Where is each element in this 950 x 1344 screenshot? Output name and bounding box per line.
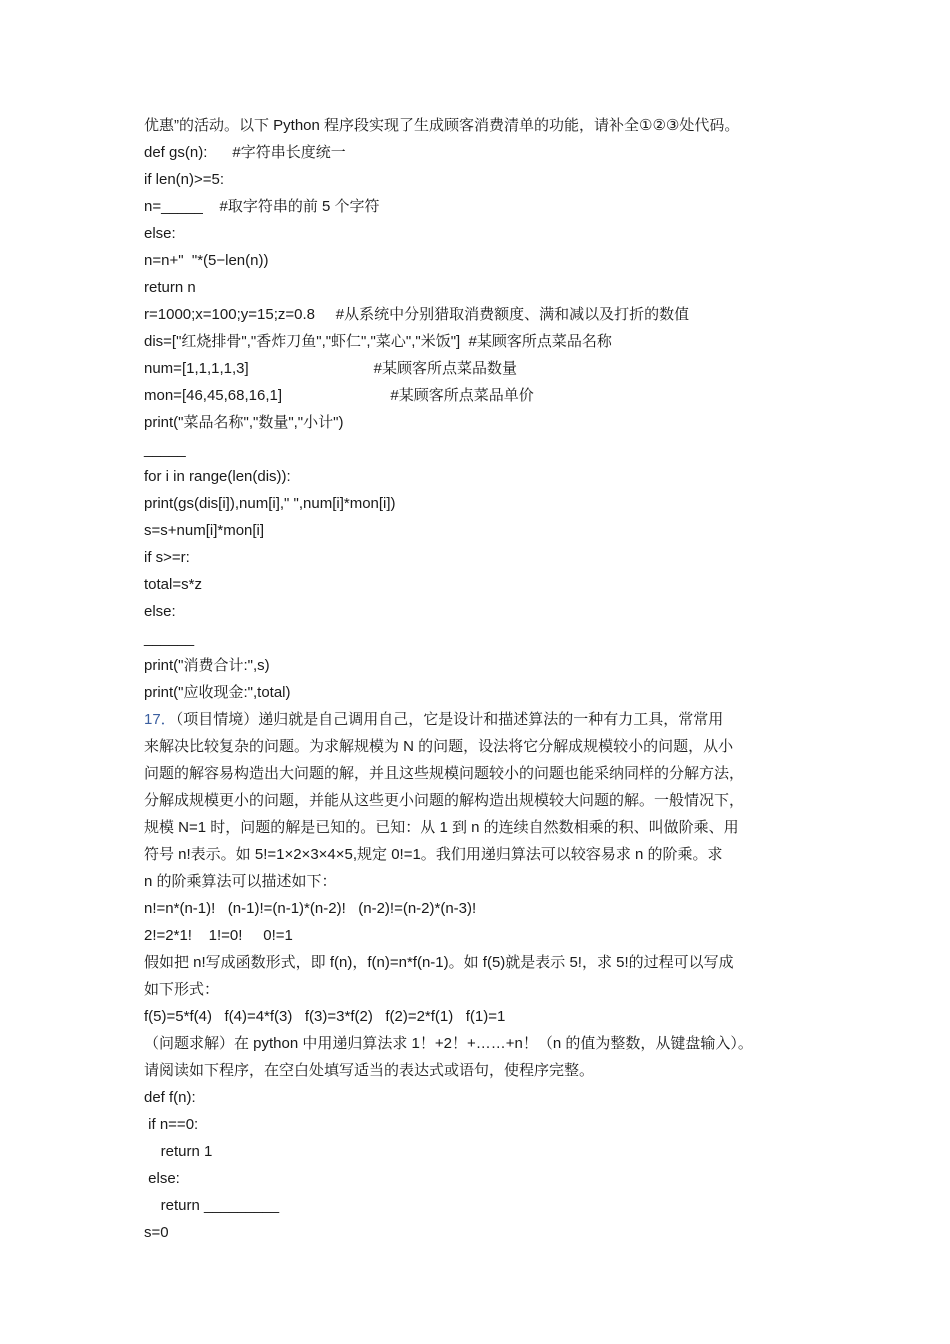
question-text-line: 来解决比较复杂的问题。为求解规模为 N 的问题，设法将它分解成规模较小的问题，从小 [144,738,734,755]
code-line: n=n+" "*(5−len(n)) [144,252,269,269]
code-line: def gs(n): #字符串长度统一 [144,144,346,161]
code-line: return _________ [144,1197,280,1214]
formula-line: 2!=2*1! 1!=0! 0!=1 [144,927,293,944]
code-line: def f(n): [144,1089,196,1106]
question-text-line: 如下形式： [144,981,220,998]
code-line: else: [144,1170,180,1187]
code-line: else: [144,225,176,242]
code-line: num=[1,1,1,1,3] #某顾客所点菜品数量 [144,360,518,377]
text-line: 优惠”的活动。以下 Python 程序段实现了生成顾客消费清单的功能，请补全①②③处代码。 [144,117,740,134]
question-text-line: 规模 N=1 时，问题的解是已知的。已知：从 1 到 n 的连续自然数相乘的积、叫做阶乘、用 [144,819,739,836]
question-text-line: 分解成规模更小的问题，并能从这些更小问题的解构造出规模较大问题的解。一般情况下， [144,792,745,809]
code-line: n=_____ #取字符串的前 5 个字符 [144,198,380,215]
code-line: r=1000;x=100;y=15;z=0.8 #从系统中分别猎取消费额度、满和减以及打折的数值 [144,306,690,323]
question-text-line: 符号 n!表示。如 5!=1×2×3×4×5,规定 0!=1。我们用递归算法可以较容易求 n 的阶乘。求 [144,846,723,863]
code-line: s=0 [144,1224,169,1241]
question-text-line: 假如把 n!写成函数形式，即 f(n)，f(n)=n*f(n-1)。如 f(5)就是表示 5!，求 5!的过程可以写成 [144,954,734,971]
question-text: （项目情境）递归就是自己调用自己，它是设计和描述算法的一种有力工具，常常用 [175,711,724,728]
code-line: if len(n)>=5: [144,171,225,188]
code-line: total=s*z [144,576,202,593]
code-line: for i in range(len(dis)): [144,468,291,485]
formula-line: f(5)=5*f(4) f(4)=4*f(3) f(3)=3*f(2) f(2)=2*f(1) f(1)=1 [144,1008,506,1025]
formula-line: n!=n*(n-1)! (n-1)!=(n-1)*(n-2)! (n-2)!=(n-2)*(n-3)! [144,900,477,917]
code-line: print(gs(dis[i]),num[i]," ",num[i]*mon[i]) [144,495,396,512]
code-line: return n [144,279,196,296]
code-line: if n==0: [144,1116,199,1133]
code-line: print("应收现金:",total) [144,684,291,701]
code-line: return 1 [144,1143,213,1160]
code-line: print("消费合计:",s) [144,657,270,674]
code-line: print("菜品名称","数量","小计") [144,414,344,431]
code-blank-line: ______ [144,630,195,647]
code-line: dis=["红烧排骨","香炸刀鱼","虾仁","菜心","米饭"] #某顾客所点菜品名称 [144,333,612,350]
code-line: s=s+num[i]*mon[i] [144,522,265,539]
code-line: if s>=r: [144,549,190,566]
question-text-line: n 的阶乘算法可以描述如下： [144,873,337,890]
code-blank-line: _____ [144,441,186,458]
question-text-line: 问题的解容易构造出大问题的解，并且这些规模问题较小的问题也能采纳同样的分解方法， [144,765,745,782]
question-number: 17． [144,711,176,728]
question-text-line: （问题求解）在 python 中用递归算法求 1！+2！+……+n！（n 的值为整数，从键盘输入）。 [144,1035,753,1052]
question-text-line: 请阅读如下程序，在空白处填写适当的表达式或语句，使程序完整。 [144,1062,595,1079]
code-line: mon=[46,45,68,16,1] #某顾客所点菜品单价 [144,387,534,404]
code-line: else: [144,603,176,620]
question-17-heading [144,710,723,730]
